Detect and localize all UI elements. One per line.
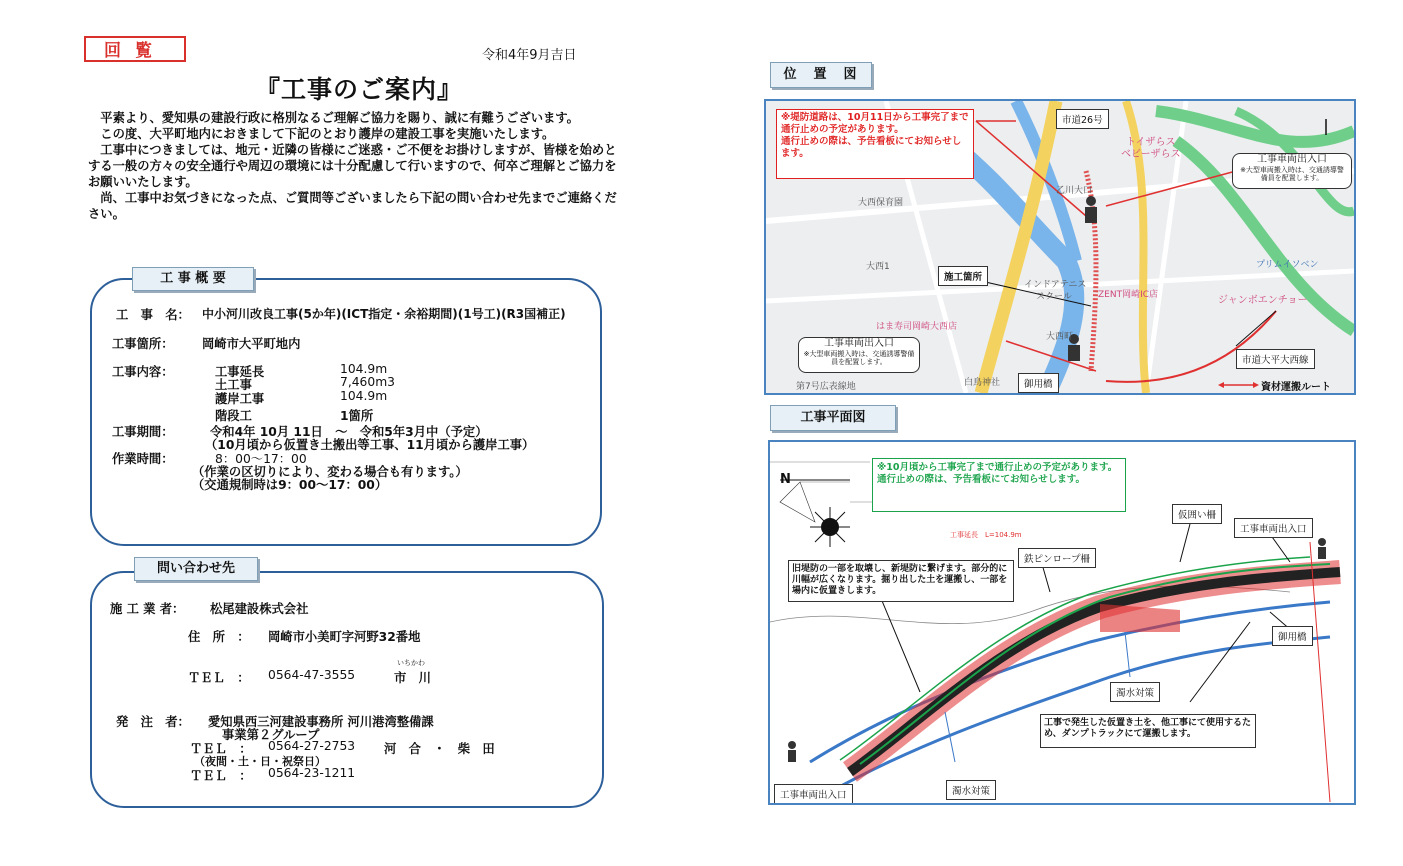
content-value: 104.9m: [340, 362, 388, 376]
map-poi: スクール: [1036, 292, 1072, 302]
content-value: 7,460m3: [340, 375, 396, 389]
contact-tab: 問い合わせ先: [134, 557, 258, 581]
content-value: 1箇所: [340, 409, 374, 423]
map-poi: プリムイソベン: [1256, 260, 1319, 270]
plan-map: [768, 440, 1356, 805]
ohira-route-label: 市道大平大西線: [1236, 349, 1315, 369]
entrance-top-label: 工事車両出入口: [1234, 518, 1313, 538]
transport-route-label: 資材運搬ルート: [1261, 382, 1331, 393]
content-item: 階段工: [215, 409, 252, 423]
person-name: 市 川: [394, 671, 431, 685]
temp-fence-label: 仮囲い柵: [1172, 504, 1222, 524]
north-mark: N: [780, 472, 791, 487]
page-title: 『工事のご案内』: [255, 75, 464, 104]
location-map-tab: 位 置 図: [770, 62, 872, 88]
period-value: 令和4年 10月 11日 ～ 令和5年3月中（予定）: [210, 425, 488, 439]
night-tel-value: 0564-23-1211: [268, 766, 356, 780]
project-name-label: 工 事 名：: [116, 308, 190, 322]
entrance2-title: 工事車両出入口: [824, 338, 894, 349]
period-note: （10月頃から仮置き土搬出等工事、11月頃から護岸工事）: [205, 438, 535, 452]
map-poi: 大西町: [1046, 332, 1074, 342]
content-item: 護岸工事: [215, 392, 265, 406]
hours-label: 作業時間：: [112, 452, 174, 466]
tel-label: ＴＥＬ ：: [188, 671, 250, 685]
overview-tab: 工 事 概 要: [132, 267, 254, 291]
extension-label: 工事延長 L=104.9m: [950, 531, 1022, 539]
old-bank-note: 旧堤防の一部を取壊し、新堤防に繋げます。部分的に川幅が広くなります。掘り出した土を運搬し、一部を場内に仮置きします。: [788, 560, 1014, 602]
hours-note: （交通規制時は9：00～17：00）: [192, 478, 388, 492]
address-value: 岡崎市小美町字河野32番地: [268, 630, 421, 644]
address-label: 住 所 ：: [188, 630, 250, 644]
map-poi: トイザらス: [1126, 137, 1176, 148]
project-place-label: 工事箇所：: [112, 337, 174, 351]
map-poi: ZENT岡崎IC店: [1098, 290, 1159, 300]
intro-paragraph: 工事中につきましては、地元・近隣の皆様にご迷惑・ご不便をお掛けしますが、皆様を始めとする一般の方々の安全通行や周辺の環境には十分配慮して行いますので、何卒ご理解とご協力をお願いいたします。: [88, 143, 617, 189]
map-poi: はま寿司岡崎大西店: [876, 322, 958, 332]
map-poi: インドアテニス: [1024, 280, 1087, 290]
content-value: 104.9m: [340, 389, 388, 403]
person-ruby: いちかわ: [397, 659, 425, 667]
entrance1-note: ※大型車両搬入時は、交通誘導警備員を配置します。: [1240, 166, 1344, 182]
owner-name: 愛知県西三河建設事務所 河川港湾整備課: [208, 715, 434, 729]
tel-value: 0564-47-3555: [268, 668, 356, 682]
project-content-label: 工事内容：: [112, 365, 174, 379]
entrance-bottom-label: 工事車両出入口: [774, 784, 853, 804]
drain-label: 濁水対策: [1110, 682, 1160, 702]
drain-label: 濁水対策: [946, 780, 996, 800]
entrance2-callout: [798, 337, 920, 373]
rope-fence-label: 鉄ピンロープ柵: [1018, 548, 1096, 568]
intro-paragraph: 平素より、愛知県の建設行政に格別なるご理解ご協力を賜り、誠に有難うございます。: [88, 111, 579, 125]
contractor-label: 施 工 業 者：: [110, 602, 185, 616]
owner-label: 発 注 者：: [116, 715, 190, 729]
owner-persons: 河 合 ・ 柴 田: [384, 742, 495, 756]
hours-value: 8：00～17：00: [215, 452, 307, 466]
intro-text: [88, 110, 628, 222]
map-poi: 白鳥神社: [964, 378, 1001, 388]
route26-label: 市道26号: [1056, 109, 1109, 129]
map-poi: 大西1: [866, 262, 890, 272]
content-item: 工事延長: [215, 365, 265, 379]
map-poi: ジャンボエンチョー: [1218, 295, 1308, 306]
location-map: [764, 99, 1356, 395]
map-poi: ベビーザらス: [1121, 149, 1181, 160]
night-tel-label: ＴＥＬ ：: [190, 769, 252, 783]
issue-date: 令和4年9月吉日: [482, 48, 577, 63]
plan-bridge-label: 御用橋: [1272, 626, 1313, 646]
night-note: （夜間・土・日・祝祭日）: [194, 755, 326, 768]
intro-paragraph: この度、大平町地内におきまして下記のとおり護岸の建設工事を実施いたします。: [88, 127, 555, 141]
map-poi: 第7号広表線地: [796, 382, 856, 392]
owner-tel-label: ＴＥＬ ：: [190, 742, 252, 756]
entrance2-note: ※大型車両搬入時は、交通誘導警備員を配置します。: [803, 350, 915, 366]
plan-closure-notice: ※10月頃から工事完了まで通行止めの予定があります。 通行止めの際は、予告看板にてお知らせします。: [872, 458, 1126, 512]
plan-map-tab: 工事平面図: [770, 405, 896, 431]
content-item: 土工事: [215, 378, 252, 392]
bridge-label: 御用橋: [1018, 373, 1059, 393]
entrance1-title: 工事車両出入口: [1257, 154, 1327, 165]
contractor-name: 松尾建設株式会社: [210, 602, 309, 616]
intro-paragraph: 尚、工事中お気づきになった点、ご質問等ございましたら下記の問い合わせ先までご連絡ください。: [88, 191, 617, 221]
owner-tel-value: 0564-27-2753: [268, 739, 356, 753]
site-label: 施工箇所: [938, 266, 988, 286]
owner-group: 事業第２グループ: [222, 728, 320, 742]
entrance1-callout: [1232, 153, 1352, 189]
project-place-value: 岡崎市大平町地内: [202, 337, 301, 351]
soil-transport-note: 工事で発生した仮置き土を、他工事にて使用するため、ダンプトラックにて運搬します。: [1040, 714, 1256, 748]
hours-note: （作業の区切りにより、変わる場合も有ります。）: [192, 465, 468, 479]
project-name-value: 中小河川改良工事(5か年)(ICT指定・余裕期間)(1号工)(R3国補正): [202, 307, 566, 321]
period-label: 工事期間：: [112, 425, 174, 439]
map-poi: 大西保育園: [858, 198, 904, 208]
road-closure-notice: ※堤防道路は、10月11日から工事完了まで通行止めの予定があります。 通行止めの際は、予告看板にてお知らせします。: [776, 109, 974, 179]
kairan-stamp: 回覧: [84, 36, 186, 62]
map-poi: 乙川大口: [1056, 186, 1093, 196]
